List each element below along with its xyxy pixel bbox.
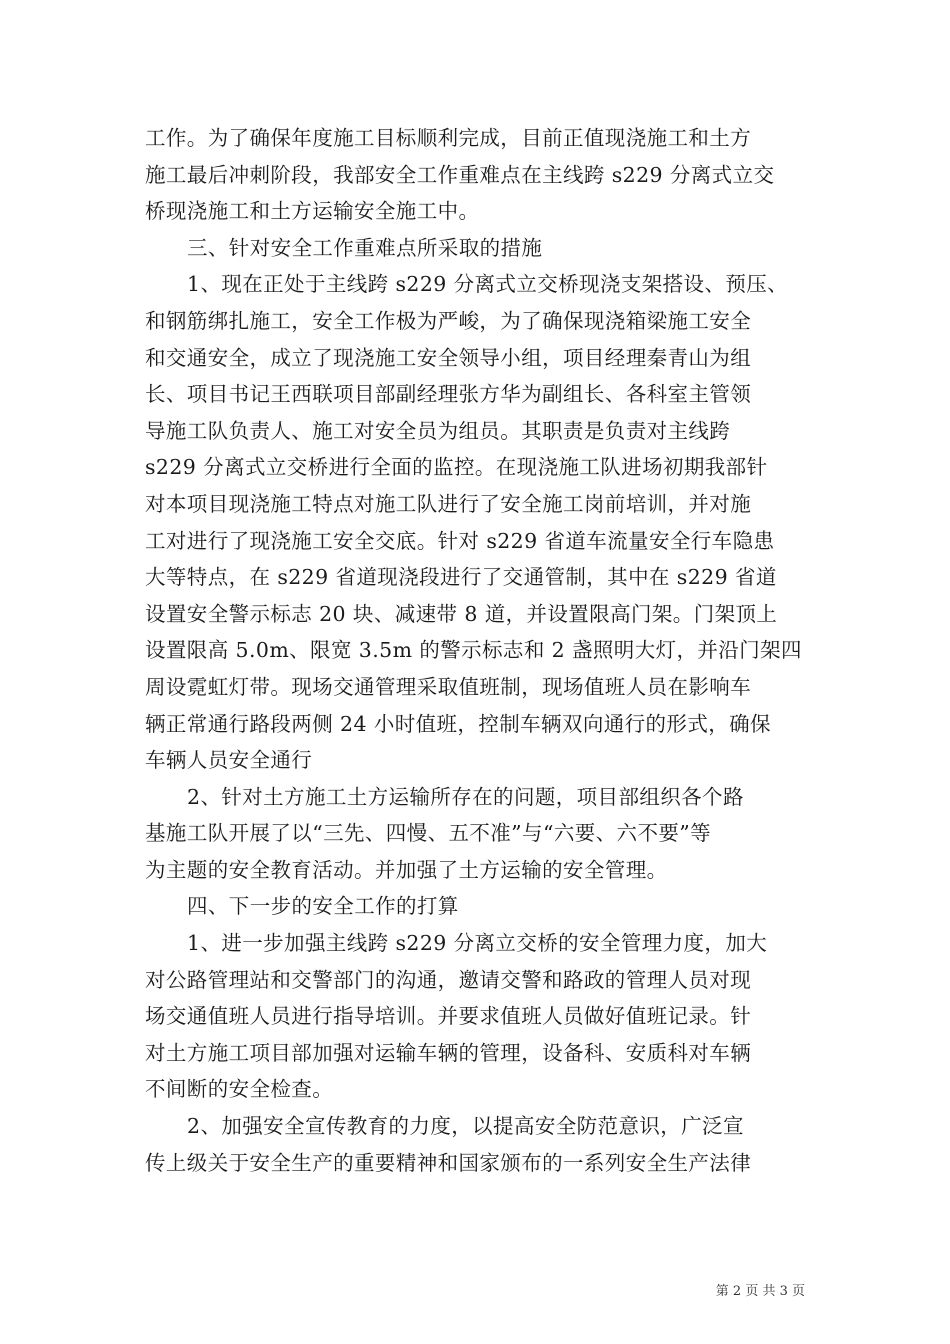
text-line: 大等特点，在 s229 省道现浇段进行了交通管制，其中在 s229 省道 — [145, 565, 777, 590]
text-line: 1、进一步加强主线跨 s229 分离立交桥的安全管理力度，加大 — [187, 931, 768, 956]
text-line: 三、针对安全工作重难点所采取的措施 — [187, 235, 543, 260]
text-line: 工作。为了确保年度施工目标顺利完成，目前正值现浇施工和土方 — [145, 126, 752, 150]
text-line: 对本项目现浇施工特点对施工队进行了安全施工岗前培训，并对施 — [145, 491, 752, 516]
text-line: 周设霓虹灯带。现场交通管理采取值班制，现场值班人员在影响车 — [145, 674, 752, 699]
text-line: 设置限高 5.0m、限宽 3.5m 的警示标志和 2 盏照明大灯，并沿门架四 — [145, 638, 802, 663]
text-line: 1、现在正处于主线跨 s229 分离式立交桥现浇支架搭设、预压、 — [187, 272, 789, 297]
text-line: 施工最后冲刺阶段，我部安全工作重难点在主线跨 s229 分离式立交 — [145, 162, 775, 187]
text-line: 2、加强安全宣传教育的力度，以提高安全防范意识，广泛宣 — [187, 1114, 744, 1139]
text-line: 和钢筋绑扎施工，安全工作极为严峻，为了确保现浇箱梁施工安全 — [145, 308, 752, 333]
text-line: 长、项目书记王西联项目部副经理张方华为副组长、各科室主管领 — [145, 382, 752, 407]
text-line: 导施工队负责人、施工对安全员为组员。其职责是负责对主线跨 — [145, 418, 731, 443]
text-line: 2、针对土方施工土方运输所存在的问题，项目部组织各个路 — [187, 784, 744, 809]
text-line: 为主题的安全教育活动。并加强了土方运输的安全管理。 — [145, 857, 668, 882]
text-line: 设置安全警示标志 20 块、减速带 8 道，并设置限高门架。门架顶上 — [145, 601, 778, 626]
text-line: 辆正常通行路段两侧 24 小时值班，控制车辆双向通行的形式，确保 — [145, 711, 771, 736]
text-line: 工对进行了现浇施工安全交底。针对 s229 省道车流量安全行车隐患 — [145, 528, 775, 553]
text-line: 四、下一步的安全工作的打算 — [187, 894, 459, 919]
text-line: 基施工队开展了以“三先、四慢、五不准”与“六要、六不要”等 — [145, 821, 712, 846]
text-line: 桥现浇施工和土方运输安全施工中。 — [145, 199, 480, 224]
text-line: 场交通值班人员进行指导培训。并要求值班人员做好值班记录。针 — [145, 1004, 752, 1029]
text-line: 和交通安全，成立了现浇施工安全领导小组，项目经理秦青山为组 — [145, 345, 752, 370]
text-line: 对公路管理站和交警部门的沟通，邀请交警和路政的管理人员对现 — [145, 967, 752, 992]
text-line: s229 分离式立交桥进行全面的监控。在现浇施工队进场初期我部针 — [145, 455, 768, 480]
text-line: 传上级关于安全生产的重要精神和国家颁布的一系列安全生产法律 — [145, 1150, 752, 1175]
document-body — [145, 120, 809, 1181]
text-line: 车辆人员安全通行 — [145, 748, 313, 773]
text-line: 对土方施工项目部加强对运输车辆的管理，设备科、安质科对车辆 — [145, 1040, 752, 1065]
text-line: 不间断的安全检查。 — [145, 1077, 334, 1102]
page-number: 第 2 页 共 3 页 — [715, 1284, 805, 1299]
